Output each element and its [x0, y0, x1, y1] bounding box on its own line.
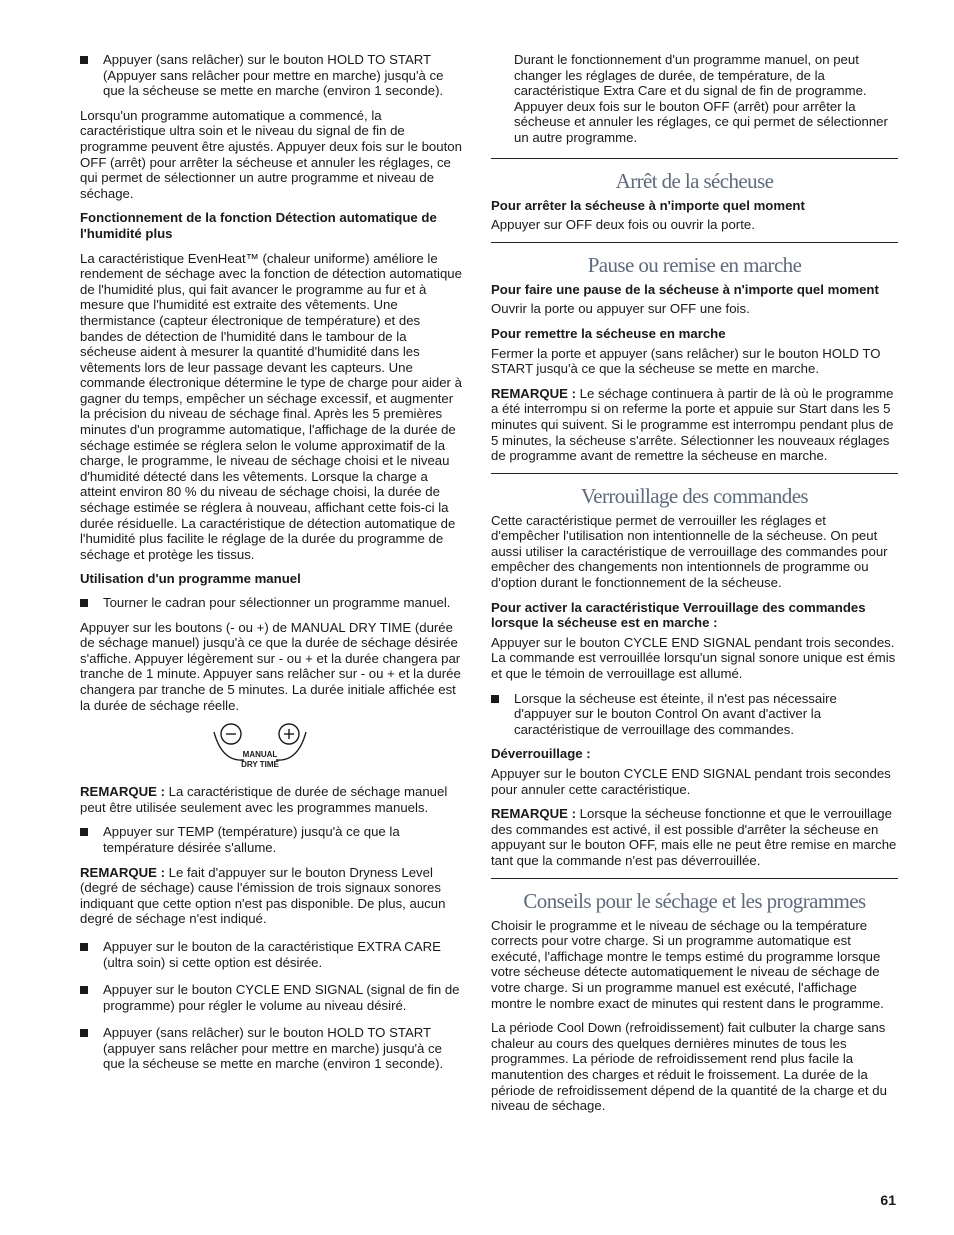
manual-dry-time-dial-icon: [210, 722, 310, 774]
paragraph: Appuyer sur le bouton CYCLE END SIGNAL pendant trois secondes. La commande est verrouillée lorsqu'un signal sonore unique est émis et que le témoin de verrouillage est allumé.: [491, 634, 896, 682]
square-bullet-icon: [491, 695, 499, 703]
paragraph: Cette caractéristique permet de verrouiller les réglages et d'empêcher l'utilisation non intentionnelle de la sécheuse. On peut aussi utiliser la caractéristique de verrouillage des commandes pour empêcher des changements non intentionnels de programme ou d'option durant le fonctionnement de la sécheuse.: [491, 512, 888, 591]
paragraph: Appuyer sur le bouton CYCLE END SIGNAL pendant trois secondes pour annuler cette caractéristique.: [491, 766, 891, 797]
paragraph: La caractéristique EvenHeat™ (chaleur uniforme) améliore le rendement de séchage avec la fonction de détection automatique de l'humidité plus, qui fait avancer le programme au fur et à mesure que l'humidité est extraite des vêtements. Une thermistance (capteur électronique de température) et des bandes de détection de l'humidité dans le tambour de la sécheuse aident à mesurer la quantité d'humidité dans les vêtements lors de leur passage devant les capteurs. Une commande électronique détermine le type de charge pour aider à gagner du temps, empêcher un séchage excessif, et augmenter la précision du niveau de séchage final. Après les 5 premières minutes d'un programme automatique, l'affichage de la durée de séchage estimée se réglera selon le volume approximatif de la charge, le programme, le niveau de séchage choisi et le niveau d'humidité détecté dans les vêtements. Lorsque la charge a atteint environ 80 % du niveau de séchage choisi, la durée de séchage estimée se réglera à nouveau, affichant cette fois-ci la durée résiduelle. La caractéristique de détection automatique de l'humidité plus facilite le réglage de la durée du programme de séchage et protège les tissus.: [80, 250, 462, 562]
square-bullet-icon: [80, 986, 88, 994]
section-title-arret: Arrêt de la sécheuse: [615, 168, 774, 193]
left-column: [80, 52, 463, 1081]
subheading: Utilisation d'un programme manuel: [80, 571, 301, 587]
dial-label-dry-time: DRY TIME: [241, 760, 279, 770]
paragraph: Fermer la porte et appuyer (sans relâcher) sur le bouton HOLD TO START jusqu'à ce que la sécheuse se mette en marche.: [491, 345, 881, 377]
page-number: 61: [880, 1192, 896, 1208]
note: REMARQUE : Lorsque la sécheuse fonctionne et que le verrouillage des commandes est activé, il est possible d'arrêter la sécheuse en appuyant sur le bouton OFF, mais elle ne peut être remise en marche tant que la commande n'est pas déverrouillée.: [491, 806, 897, 868]
subheading: Fonctionnement de la fonction Détection automatique de l'humidité plus: [80, 210, 437, 241]
note: REMARQUE : Le séchage continuera à partir de là où le programme a été interrompu si on referme la porte et appuie sur Start dans les 5 minutes qui suivent. Si le programme est interrompu pendant plus de 5 minutes, la sécheuse s'arrête. Sélectionner les nouveaux réglages de programme avant de remettre la sécheuse en marche.: [491, 385, 894, 464]
list-item: Appuyer (sans relâcher) sur le bouton HOLD TO START (Appuyer sans relâcher pour mettre en marche) jusqu'à ce que la sécheuse se mette en marche (environ 1 seconde).: [80, 52, 463, 99]
dial-label-manual: MANUAL: [242, 750, 278, 760]
paragraph: Ouvrir la porte ou appuyer sur OFF une fois.: [491, 301, 750, 317]
subheading: Pour activer la caractéristique Verrouillage des commandes lorsque la sécheuse est en marche :: [491, 599, 866, 631]
section-divider: [491, 473, 898, 474]
section-title-pause: Pause ou remise en marche: [587, 252, 802, 277]
list-item: Appuyer sur le bouton CYCLE END SIGNAL (signal de fin de programme) pour régler le volume au niveau désiré.: [80, 982, 463, 1013]
paragraph: Choisir le programme et le niveau de séchage ou la température corrects pour votre charge. Si un programme automatique est exécuté, l'affichage montre le temps estimé du programme lorsque votre sécheuse détecte automatiquement le niveau de séchage de votre charge. Si un programme manuel est exécuté, l'affichage montre le nombre exact de minutes qui restent dans le programme.: [491, 917, 884, 1011]
paragraph: Durant le fonctionnement d'un programme manuel, on peut changer les réglages de durée, de température, de la caractéristique Extra Care et du signal de fin de programme. Appuyer deux fois sur le bouton OFF (arrêt) pour arrêter la sécheuse et annuler les réglages, ce qui permet de sélectionner un autre programme.: [514, 52, 888, 145]
square-bullet-icon: [80, 599, 88, 607]
square-bullet-icon: [80, 943, 88, 951]
list-item: Tourner le cadran pour sélectionner un programme manuel.: [80, 595, 463, 611]
list-item: Appuyer (sans relâcher) sur le bouton HOLD TO START (appuyer sans relâcher pour mettre en marche) jusqu'à ce que la sécheuse se mette en marche (environ 1 seconde).: [80, 1025, 463, 1072]
section-divider: [491, 158, 898, 159]
section-title-conseils: Conseils pour le séchage et les programmes: [523, 888, 866, 913]
list-item: Appuyer sur TEMP (température) jusqu'à ce que la température désirée s'allume.: [80, 824, 463, 855]
square-bullet-icon: [80, 56, 88, 64]
subheading: Pour arrêter la sécheuse à n'importe quel moment: [491, 197, 805, 213]
note: REMARQUE : La caractéristique de durée de séchage manuel peut être utilisée seulement avec les programmes manuels.: [80, 784, 448, 815]
paragraph: Appuyer sur OFF deux fois ou ouvrir la porte.: [491, 217, 755, 233]
note: REMARQUE : Le fait d'appuyer sur le bouton Dryness Level (degré de séchage) cause l'émission de trois signaux sonores indiquant que cette option n'est pas disponible. De plus, aucun degré de séchage n'est indiqué.: [80, 864, 446, 927]
section-divider: [491, 878, 898, 879]
subheading: Déverrouillage :: [491, 746, 591, 762]
list-item: Lorsque la sécheuse est éteinte, il n'est pas nécessaire d'appuyer sur le bouton Control On avant d'activer la caractéristique de verrouillage des commandes.: [491, 691, 898, 738]
list-item: Appuyer sur le bouton de la caractéristique EXTRA CARE (ultra soin) si cette option est désirée.: [80, 939, 463, 970]
subheading: Pour faire une pause de la sécheuse à n'importe quel moment: [491, 281, 879, 297]
paragraph: Lorsqu'un programme automatique a commencé, la caractéristique ultra soin et le niveau du signal de fin de programme peuvent être ajustés. Appuyer deux fois sur le bouton OFF (arrêt) pour arrêter la sécheuse et annuler les réglages, ce qui permet de sélectionner un autre programme et niveau de séchage.: [80, 107, 462, 201]
right-column: [491, 52, 898, 1123]
paragraph: La période Cool Down (refroidissement) fait culbuter la charge sans chaleur au cours des quelques dernières minutes de tous les programmes. La période de refroidissement rend plus facile la manutention des charges et réduit le froissement. La durée de la période de refroidissement dépend de la quantité de la charge et du niveau de séchage.: [491, 1020, 887, 1114]
square-bullet-icon: [80, 1029, 88, 1037]
section-title-verrouillage: Verrouillage des commandes: [581, 483, 808, 508]
section-divider: [491, 242, 898, 243]
paragraph: Appuyer sur les boutons (- ou +) de MANUAL DRY TIME (durée de séchage manuel) jusqu'à ce que la durée de séchage désirée s'affiche. Appuyer légèrement sur - ou + et la durée changera par tranche de 1 minute. Appuyer sans relâcher sur - ou + et la durée changera par tranche de 5 minutes. La durée initiale affichée est la durée de séchage réelle.: [80, 619, 461, 713]
square-bullet-icon: [80, 828, 88, 836]
subheading: Pour remettre la sécheuse en marche: [491, 325, 726, 341]
